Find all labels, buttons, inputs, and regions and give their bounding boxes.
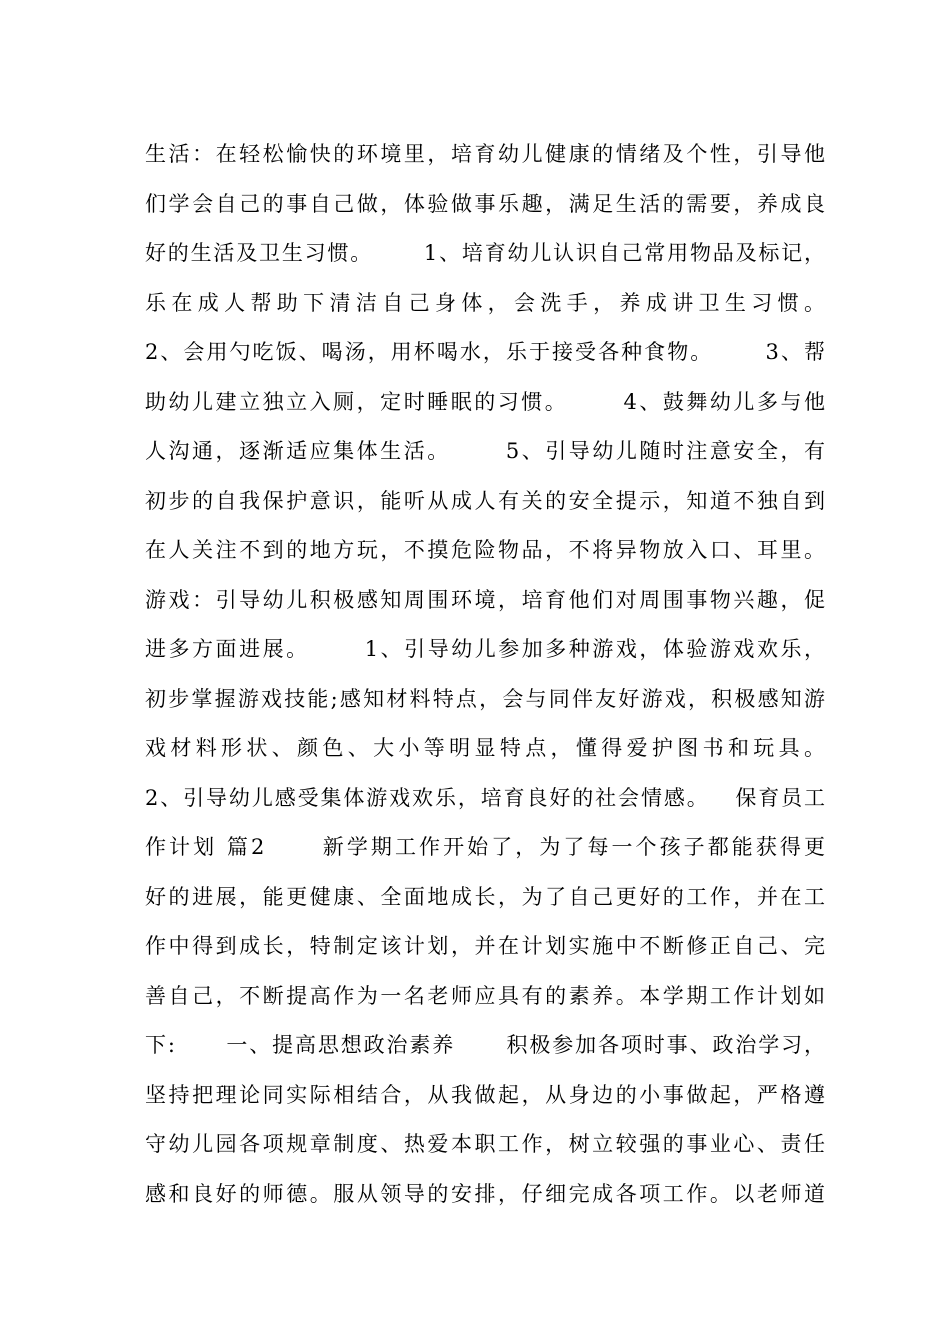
text-line: 戏材料形状、颜色、大小等明显特点，懂得爱护图书和玩具。 (145, 736, 825, 760)
text-line: 好的生活及卫生习惯。 1、培育幼儿认识自己常用物品及标记， (145, 241, 825, 265)
text-line: 初步的自我保护意识，能听从成人有关的安全提示，知道不独自到 (145, 488, 825, 513)
text-line: 作中得到成长，特制定该计划，并在计划实施中不断修正自己、完 (145, 934, 825, 958)
text-line: 人沟通，逐渐适应集体生活。 5、引导幼儿随时注意安全，有 (145, 439, 825, 463)
text-line: 善自己，不断提高作为一名老师应具有的素养。本学期工作计划如 (145, 983, 825, 1008)
text-line: 在人关注不到的地方玩，不摸危险物品，不将异物放入口、耳里。 (145, 538, 825, 562)
text-line: 游戏：引导幼儿积极感知周围环境，培育他们对周围事物兴趣，促 (145, 587, 825, 612)
text-line: 进多方面进展。 1、引导幼儿参加多种游戏，体验游戏欢乐， (145, 637, 825, 661)
text-line: 乐在成人帮助下清洁自己身体，会洗手，养成讲卫生习惯。 (145, 290, 825, 315)
text-line: 初步掌握游戏技能;感知材料特点，会与同伴友好游戏，积极感知游 (145, 686, 825, 711)
text-line: 坚持把理论同实际相结合，从我做起，从身边的小事做起，严格遵 (145, 1082, 825, 1107)
text-line: 们学会自己的事自己做，体验做事乐趣，满足生活的需要，养成良 (145, 191, 825, 216)
text-line: 助幼儿建立独立入厕，定时睡眠的习惯。 4、鼓舞幼儿多与他 (145, 389, 825, 414)
text-line: 作计划 篇2 新学期工作开始了，为了每一个孩子都能获得更 (145, 835, 825, 859)
text-line: 下: 一、提高思想政治素养 积极参加各项时事、政治学习， (145, 1033, 825, 1057)
body-text (145, 130, 825, 1219)
text-line: 生活：在轻松愉快的环境里，培育幼儿健康的情绪及个性，引导他 (145, 142, 825, 166)
text-line: 感和良好的师德。服从领导的安排，仔细完成各项工作。以老师道 (145, 1181, 825, 1206)
text-line: 2、会用勺吃饭、喝汤，用杯喝水，乐于接受各种食物。 3、帮 (145, 340, 825, 364)
text-line: 2、引导幼儿感受集体游戏欢乐，培育良好的社会情感。 保育员工 (145, 785, 825, 810)
text-line: 好的进展，能更健康、全面地成长，为了自己更好的工作，并在工 (145, 884, 825, 909)
text-line: 守幼儿园各项规章制度、热爱本职工作，树立较强的事业心、责任 (145, 1132, 825, 1156)
